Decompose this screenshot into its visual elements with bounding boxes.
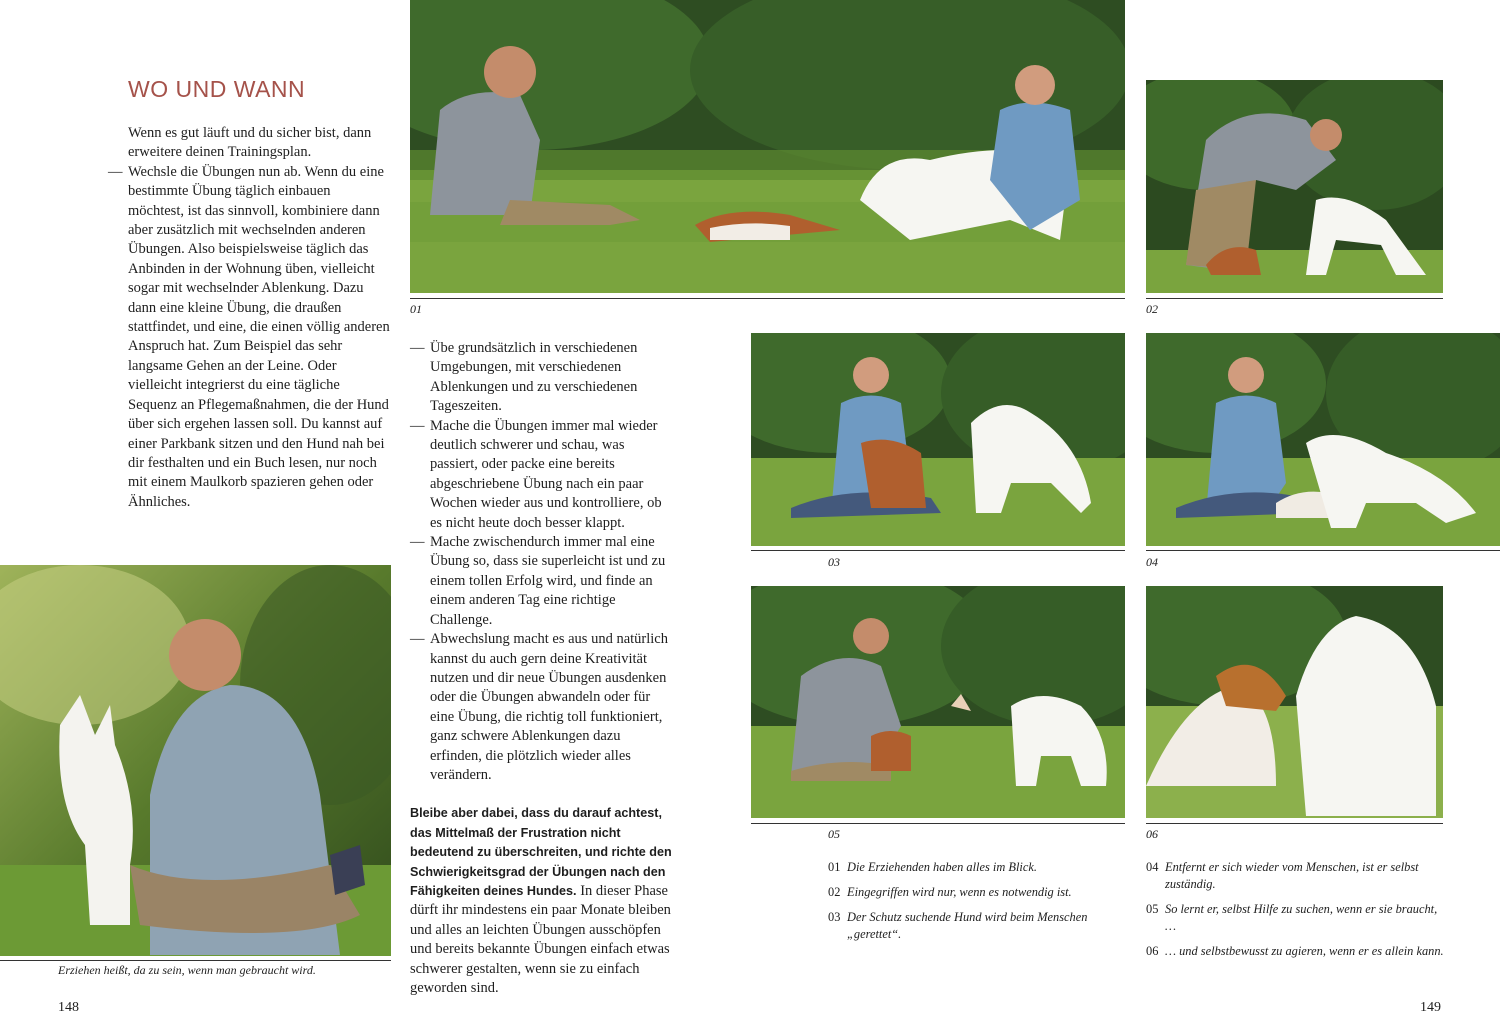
photo-label-04: 04 (1146, 555, 1158, 569)
photo-01 (410, 0, 1125, 293)
closing-bold: Bleibe aber dabei, dass du darauf achtest, das Mittelmaß der Frustration nicht bedeutend zu überschreiten, und richte den Schwierigkeitsgrad der Übungen nach den Fähigkeiten deines Hundes. (410, 806, 672, 898)
left-photo-rule (0, 960, 391, 961)
photo-06 (1146, 586, 1443, 818)
photo-02 (1146, 80, 1443, 293)
caption-list-right (1146, 859, 1446, 968)
caption-item: 01 Die Erziehenden haben alles im Blick. (828, 860, 1037, 874)
intro-text (128, 124, 390, 512)
photo-02-rule (1146, 298, 1443, 299)
photo-05 (751, 586, 1125, 818)
left-photo-caption: Erziehen heißt, da zu sein, wenn man gebraucht wird. (58, 963, 316, 977)
caption-list-left (828, 859, 1118, 951)
intro-line-2: erweitere deinen Trainingsplan. (128, 144, 312, 161)
photo-label-03: 03 (828, 555, 840, 569)
left-bullet: — Wechsle die Übungen nun ab. Wenn du eine bestimmte Übung täglich einbauen möchtest, ist das sinnvoll, kombiniere dann aber zusätzlich mit wechselnden anderen Übungen. Also beispielsweise täglich das Anbinden in der Wohnung üben, vielleicht sogar mit wechselnder Ablenkung. Dazu dann eine kleine Übung, die draußen stattfindet, und eine, die einen völlig anderen Anspruch hat. Zum Beispiel das sehr langsame Gehen an der Leine. Oder vielleicht integrierst du eine tägliche Sequenz an Pflegemaßnahmen, die der Hund über sich ergehen lassen soll. Du kannst auf einer Parkbank sitzen und den Hund nah bei dir festhalten und ein Buch lesen, nur noch mit einem Maulkorb spazieren gehen oder Ähnliches. (108, 163, 390, 512)
page-number-left: 148 (58, 1000, 79, 1015)
middle-bullet-4: — Abwechslung macht es aus und natürlich kannst du auch gern deine Kreativität nutzen und dir neue Übungen ausdenken oder die Übungen abwandeln oder für eine Übung, die richtig toll funktioniert, ganz schwere Ablenkungen dazu erfinden, die plötzlich wieder alles verändern. (410, 630, 673, 785)
caption-item: 05 So lernt er, selbst Hilfe zu suchen, wenn er sie braucht, … (1146, 902, 1438, 933)
photo-06-rule (1146, 823, 1443, 824)
photo-05-rule (751, 823, 1125, 824)
middle-bullet-2: — Mache die Übungen immer mal wieder deutlich schwerer und schau, was passiert, oder packe eine bereits abgeschriebene Übung nach ein paar Wochen wieder aus und kontrolliere, ob es nicht heute doch besser klappt. (410, 417, 673, 533)
photo-04-rule (1146, 550, 1500, 551)
photo-label-05: 05 (828, 827, 840, 841)
middle-bullet-1: — Übe grundsätzlich in verschiedenen Umgebungen, mit verschiedenen Ablenkungen und zu verschiedenen Tageszeiten. (410, 339, 673, 417)
closing-paragraph (410, 804, 673, 998)
intro-line-1: Wenn es gut läuft und du sicher bist, dann (128, 125, 372, 141)
page-number-right: 149 (1420, 1000, 1441, 1015)
photo-04 (1146, 333, 1500, 546)
middle-bullet-3: — Mache zwischendurch immer mal eine Übung so, dass sie superleicht ist und zu einem tollen Erfolg wird, und finde an einem anderen Tag eine richtige Challenge. (410, 533, 673, 630)
caption-item: 03 Der Schutz suchende Hund wird beim Menschen „gerettet“. (828, 910, 1088, 941)
middle-bullet-list (410, 339, 673, 785)
photo-label-01: 01 (410, 302, 422, 316)
closing-regular: In dieser Phase dürft ihr mindestens ein paar Monate bleiben und alles an leichten Übungen ausschöpfen und bereits bekannte Übungen einfach etwas schwerer gestalten, wenn sie zu einfach geworden sind. (410, 882, 671, 996)
left-bullet-list (108, 163, 390, 512)
middle-text (410, 339, 673, 998)
caption-item: 02 Eingegriffen wird nur, wenn es notwendig ist. (828, 885, 1072, 899)
caption-item: 06 … und selbstbewusst zu agieren, wenn er es allein kann. (1146, 944, 1444, 958)
section-heading: WO UND WANN (128, 76, 306, 102)
caption-item: 04 Entfernt er sich wieder vom Menschen, ist er selbst zuständig. (1146, 860, 1419, 891)
photo-label-02: 02 (1146, 302, 1158, 316)
photo-03 (751, 333, 1125, 546)
photo-03-rule (751, 550, 1125, 551)
photo-man-with-puppy (0, 565, 391, 956)
photo-label-06: 06 (1146, 827, 1158, 841)
photo-01-rule (410, 298, 1125, 299)
